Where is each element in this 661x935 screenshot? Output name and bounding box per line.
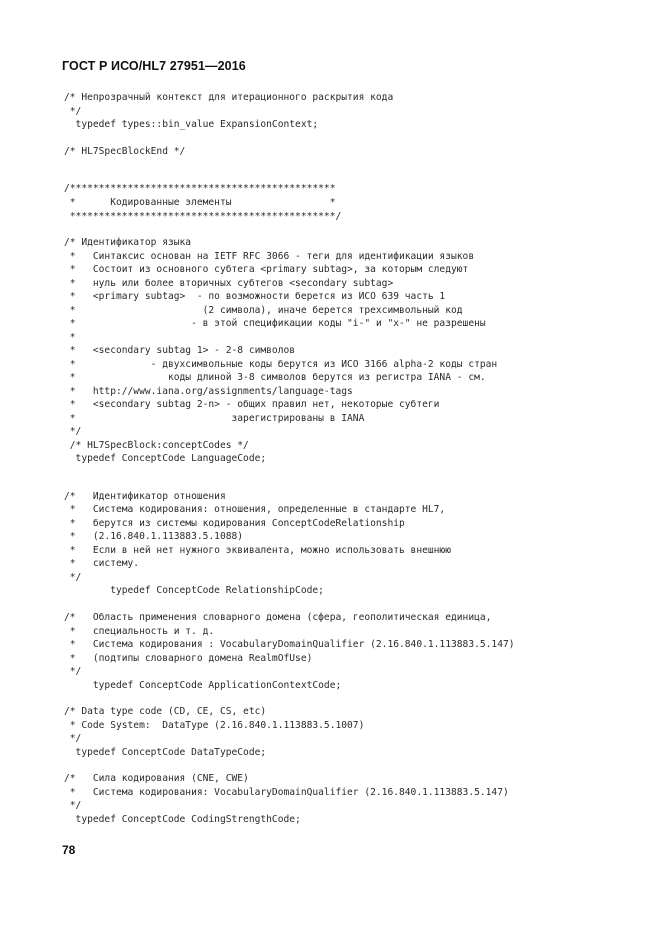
code-line: * <secondary subtag 1> - 2-8 символов: [64, 345, 296, 356]
code-line: typedef ConceptCode DataTypeCode;: [64, 747, 267, 758]
code-line: * Синтаксис основан на IETF RFC 3066 - теги для идентификации языков: [64, 251, 475, 262]
code-line: typedef ConceptCode CodingStrengthCode;: [64, 814, 301, 825]
code-line: * берутся из системы кодирования ConceptCodeRelationship: [64, 518, 405, 529]
code-line: *: [64, 332, 76, 343]
code-line: * - в этой спецификации коды "i-" и "x-" не разрешены: [64, 318, 486, 329]
code-line: typedef types::bin_value ExpansionContext;: [64, 119, 319, 130]
code-line: /* Идентификатор языка: [64, 237, 192, 248]
code-line: * специальность и т. д.: [64, 626, 215, 637]
code-line: /* Область применения словарного домена (сфера, геополитическая единица,: [64, 612, 492, 623]
code-line: /* Непрозрачный контекст для итерационного раскрытия кода: [64, 92, 394, 103]
code-line: typedef ConceptCode ApplicationContextCode;: [64, 680, 342, 691]
code-line: */: [64, 572, 82, 583]
code-line: */: [64, 426, 82, 437]
document-header: ГОСТ Р ИСО/HL7 27951—2016: [62, 59, 246, 73]
code-line: * Кодированные элементы *: [64, 197, 336, 208]
code-line: * - двухсимвольные коды берутся из ИСО 3166 alpha-2 коды стран: [64, 359, 498, 370]
code-line: * Code System: DataType (2.16.840.1.113883.5.1007): [64, 720, 365, 731]
code-line: * нуль или более вторичных субтегов <secondary subtag>: [64, 278, 394, 289]
code-line: */: [64, 666, 82, 677]
code-line: * http://www.iana.org/assignments/language-tags: [64, 386, 353, 397]
code-line: * <secondary subtag 2-n> - общих правил нет, некоторые субтеги: [64, 399, 440, 410]
page-number: 78: [62, 843, 76, 857]
code-line: * Система кодирования : VocabularyDomainQualifier (2.16.840.1.113883.5.147): [64, 639, 515, 650]
code-line: * (2.16.840.1.113883.5.1088): [64, 531, 244, 542]
code-line: * (подтипы словарного домена RealmOfUse): [64, 653, 313, 664]
code-line: * коды длиной 3-8 символов берутся из регистра IANA - см.: [64, 372, 486, 383]
code-line: */: [64, 800, 82, 811]
code-line: * систему.: [64, 558, 140, 569]
code-line: * Система кодирования: VocabularyDomainQualifier (2.16.840.1.113883.5.147): [64, 787, 509, 798]
code-line: /* HL7SpecBlock:conceptCodes */: [64, 440, 249, 451]
code-line: **********************************************/: [64, 211, 342, 222]
code-line: /* Сила кодирования (CNE, CWE): [64, 773, 249, 784]
code-line: /* HL7SpecBlockEnd */: [64, 146, 186, 157]
code-line: */: [64, 106, 82, 117]
code-line: /**********************************************: [64, 183, 336, 194]
code-line: typedef ConceptCode RelationshipCode;: [64, 585, 324, 596]
code-line: * Если в ней нет нужного эквивалента, можно использовать внешнюю: [64, 545, 451, 556]
code-line: /* Data type code (CD, CE, CS, etc): [64, 706, 267, 717]
code-line: * (2 символа), иначе берется трехсимвольный код: [64, 305, 463, 316]
code-line: * зарегистрированы в IANA: [64, 413, 365, 424]
code-line: * Система кодирования: отношения, определенные в стандарте HL7,: [64, 504, 446, 515]
code-line: */: [64, 733, 82, 744]
code-line: * Состоит из основного субтега <primary subtag>, за которым следуют: [64, 264, 469, 275]
code-line: /* Идентификатор отношения: [64, 491, 226, 502]
code-line: typedef ConceptCode LanguageCode;: [64, 453, 267, 464]
code-line: * <primary subtag> - по возможности берется из ИСО 639 часть 1: [64, 291, 446, 302]
